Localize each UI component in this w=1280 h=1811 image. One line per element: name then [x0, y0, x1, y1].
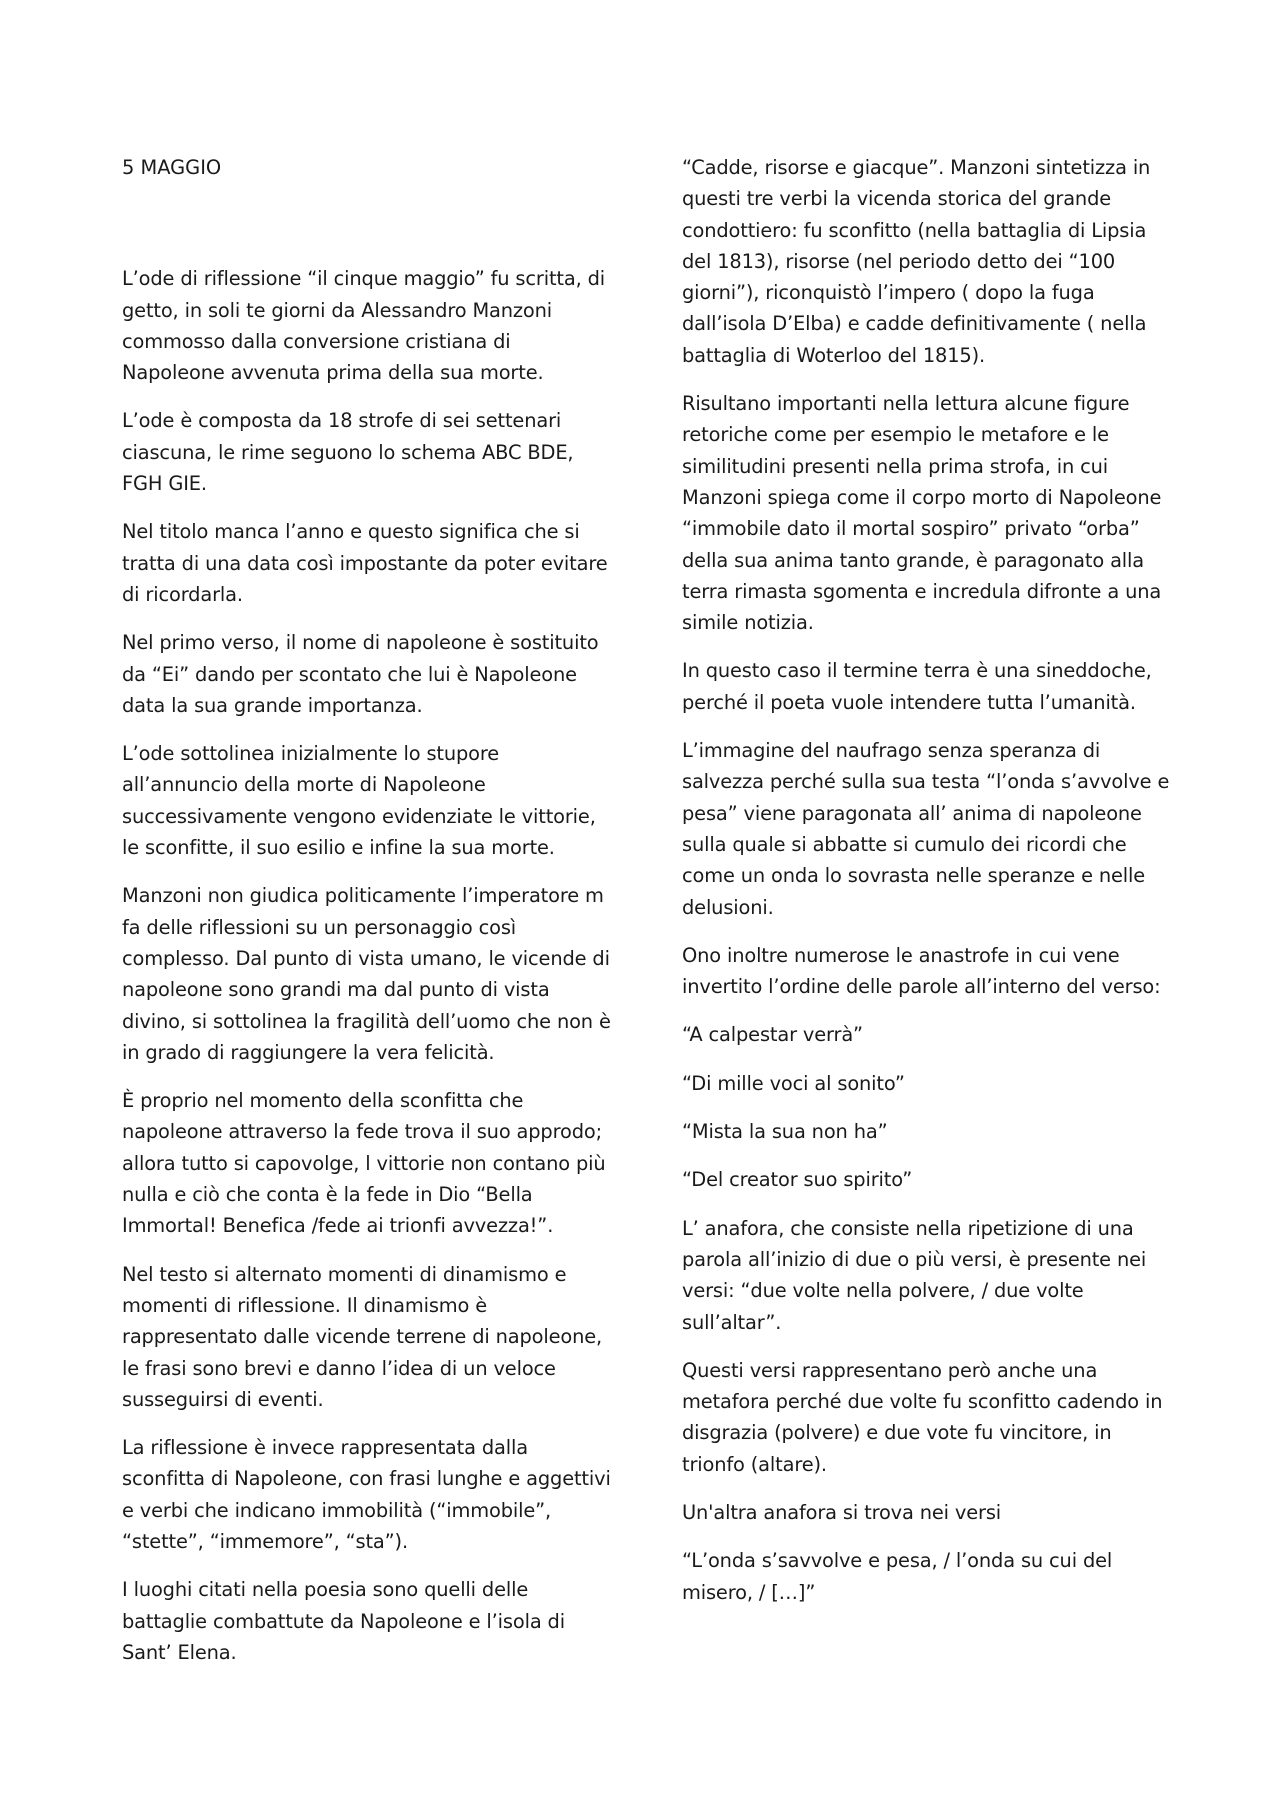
paragraph: L’ode è composta da 18 strofe di sei settenari ciascuna, le rime seguono lo schema ABC BDE, FGH GIE. — [122, 409, 574, 496]
paragraph: L’ode di riflessione “il cinque maggio” fu scritta, di getto, in soli te giorni da Alessandro Manzoni commosso dalla conversione cristiana di Napoleone avvenuta prima della sua morte. — [122, 267, 606, 385]
paragraph: I luoghi citati nella poesia sono quelli delle battaglie combattute da Napoleone e l’isola di Sant’ Elena. — [122, 1578, 565, 1664]
quoted-verse: “L’onda s’savvolve e pesa, / l’onda su cui del misero, / […]” — [682, 1549, 1113, 1604]
paragraph: È proprio nel momento della sconfitta che napoleone attraverso la fede trova il suo approdo; allora tutto si capovolge, l vittorie non contano più nulla e ciò che conta è la fede in Dio “Bella Immortal! Benefica /fede ai trionfi avvezza!”. — [122, 1089, 606, 1238]
right-column — [682, 152, 1172, 1625]
quoted-verse: “Mista la sua non ha” — [682, 1120, 888, 1144]
paragraph: L’immagine del naufrago senza speranza di salvezza perché sulla sua testa “l’onda s’avvolve e pesa” viene paragonata all’ anima di napoleone sulla quale si abbatte si cumulo dei ricordi che come un onda lo sovrasta nelle speranze e nelle delusioni. — [682, 739, 1170, 919]
paragraph: La riflessione è invece rappresentata dalla sconfitta di Napoleone, con frasi lunghe e aggettivi e verbi che indicano immobilità (“immobile”, “stette”, “immemore”, “sta”). — [122, 1436, 611, 1553]
quoted-verse: “Del creator suo spirito” — [682, 1168, 913, 1192]
paragraph: Nel titolo manca l’anno e questo significa che si tratta di una data così impostante da poter evitare di ricordarla. — [122, 520, 608, 606]
page-title: 5 MAGGIO — [122, 156, 222, 179]
paragraph: Questi versi rappresentano però anche una metafora perché due volte fu sconfitto cadendo in disgrazia (polvere) e due vote fu vincitore, in trionfo (altare). — [682, 1358, 1163, 1476]
paragraph: L’ode sottolinea inizialmente lo stupore all’annuncio della morte di Napoleone successivamente vengono evidenziate le vittorie, le sconfitte, il suo esilio e infine la sua morte. — [122, 742, 596, 860]
paragraph: L’ anafora, che consiste nella ripetizione di una parola all’inizio di due o più versi, è presente nei versi: “due volte nella polvere, / due volte sull’altar”. — [682, 1216, 1147, 1334]
paragraph: Manzoni non giudica politicamente l’imperatore m fa delle riflessioni su un personaggio così complesso. Dal punto di vista umano, le vicende di napoleone sono grandi ma dal punto di vista divino, si sottolinea la fragilità dell’uomo che non è in grado di raggiungere la vera felicità. — [122, 884, 611, 1064]
paragraph: Nel primo verso, il nome di napoleone è sostituito da “Ei” dando per scontato che lui è Napoleone data la sua grande importanza. — [122, 631, 599, 717]
paragraph: “Cadde, risorse e giacque”. Manzoni sintetizza in questi tre verbi la vicenda storica del grande condottiero: fu sconfitto (nella battaglia di Lipsia del 1813), risorse (nel periodo detto dei “100 giorni”), riconquistò l’impero ( dopo la fuga dall’isola D’Elba) e cadde definitivamente ( nella battaglia di Woterloo del 1815). — [682, 156, 1151, 367]
paragraph: Risultano importanti nella lettura alcune figure retoriche come per esempio le metafore e le similitudini presenti nella prima strofa, in cui Manzoni spiega come il corpo morto di Napoleone “immobile dato il mortal sospiro” privato “orba” della sua anima tanto grande, è paragonato alla terra rimasta sgomenta e incredula difronte a una simile notizia. — [682, 392, 1162, 635]
quoted-verse: “Di mille voci al sonito” — [682, 1071, 905, 1095]
quoted-verse: “A calpestar verrà” — [682, 1023, 863, 1047]
paragraph: In questo caso il termine terra è una sineddoche, perché il poeta vuole intendere tutta l’umanità. — [682, 659, 1152, 714]
paragraph: Nel testo si alternato momenti di dinamismo e momenti di riflessione. Il dinamismo è rappresentato dalle vicende terrene di napoleone, le frasi sono brevi e danno l’idea di un veloce susseguirsi di eventi. — [122, 1262, 603, 1411]
paragraph: Ono inoltre numerose le anastrofe in cui vene invertito l’ordine delle parole all’interno del verso: — [682, 943, 1161, 999]
left-column — [122, 152, 612, 1685]
paragraph: Un'altra anafora si trova nei versi — [682, 1500, 1002, 1524]
